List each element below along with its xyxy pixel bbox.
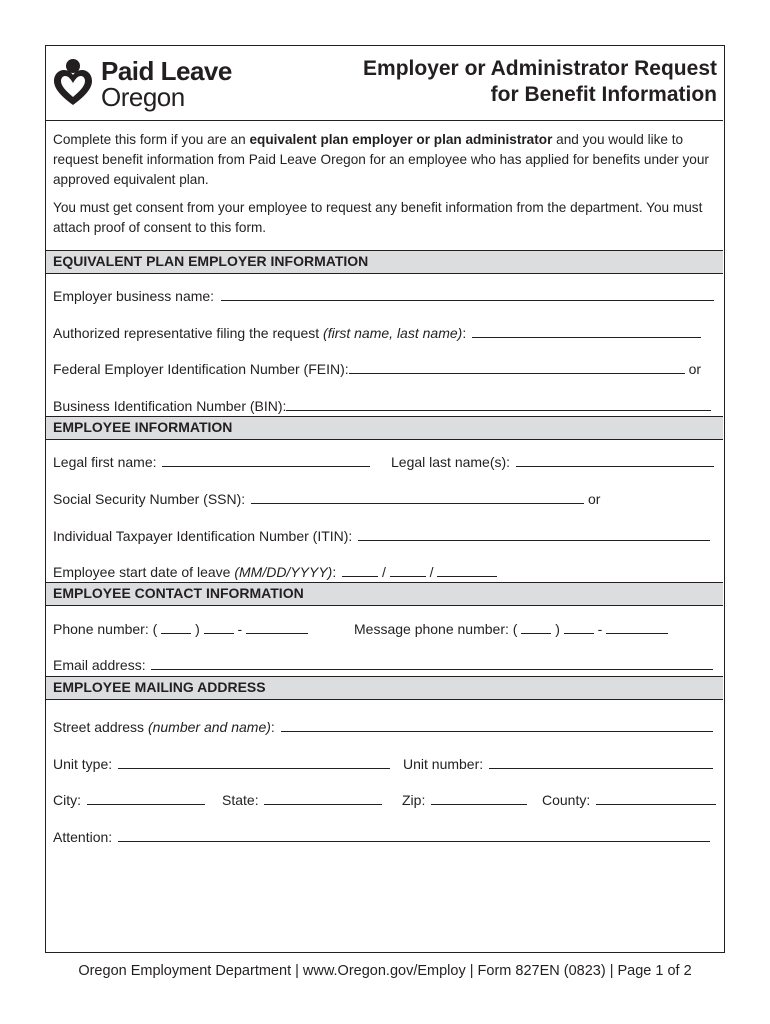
street-colon: : — [270, 719, 275, 735]
intro-p1-post: and you would like to request benefit information from Paid Leave Oregon for an employee who has applied for benefits under your approved equivalent plan. — [53, 132, 709, 187]
last-name-field[interactable] — [516, 453, 714, 467]
start-date-hint: (MM/DD/YYYY) — [234, 564, 333, 580]
last-name-row — [391, 453, 714, 471]
section-contact-header: EMPLOYEE CONTACT INFORMATION — [46, 582, 723, 606]
city-row — [53, 791, 205, 809]
start-date-row — [53, 563, 719, 581]
bin-field[interactable] — [286, 397, 711, 411]
form-header — [46, 46, 723, 121]
county-field[interactable] — [596, 791, 716, 805]
unit-type-label: Unit type: — [53, 756, 113, 772]
msg-dash: - — [597, 621, 603, 637]
date-slash-1: / — [382, 564, 386, 580]
ssn-or: or — [587, 491, 601, 507]
phone-line-field[interactable] — [246, 620, 308, 634]
first-name-row — [53, 453, 370, 471]
attention-row — [53, 828, 719, 846]
authorized-rep-row — [53, 324, 719, 342]
start-year-field[interactable] — [437, 563, 497, 577]
first-name-field[interactable] — [162, 453, 370, 467]
msg-paren-open: ( — [512, 621, 518, 637]
date-slash-2: / — [429, 564, 434, 580]
zip-label: Zip: — [402, 792, 426, 808]
zip-field[interactable] — [431, 791, 527, 805]
rep-hint: (first name, last name) — [323, 325, 463, 341]
itin-row — [53, 527, 719, 545]
county-label: County: — [542, 792, 591, 808]
start-day-field[interactable] — [390, 563, 426, 577]
intro-p1-bold: equivalent plan employer or plan administrator — [249, 132, 553, 147]
phone-label: Phone number: — [53, 621, 149, 637]
bin-label: Business Identification Number (BIN): — [53, 398, 287, 414]
section-mailing-header: EMPLOYEE MAILING ADDRESS — [46, 676, 723, 700]
page-footer: Oregon Employment Department | www.Oregon.gov/Employ | Form 827EN (0823) | Page 1 of 2 — [78, 963, 692, 979]
city-label: City: — [53, 792, 81, 808]
street-hint: (number and name) — [147, 719, 271, 735]
unit-number-label: Unit number: — [403, 756, 484, 772]
business-name-field[interactable] — [221, 287, 714, 301]
phone-paren-open: ( — [152, 621, 158, 637]
email-row — [53, 656, 719, 674]
intro-text — [53, 130, 713, 238]
itin-field[interactable] — [358, 527, 710, 541]
street-field[interactable] — [281, 718, 713, 732]
attention-label: Attention: — [53, 829, 113, 845]
section-employee-header: EMPLOYEE INFORMATION — [46, 416, 723, 440]
bin-row — [53, 397, 719, 415]
fein-label: Federal Employer Identification Number (FEIN): — [53, 361, 349, 377]
street-label: Street address — [53, 719, 148, 735]
title-line1: Employer or Administrator Request — [363, 57, 717, 80]
paid-leave-oregon-logo — [52, 54, 252, 114]
unit-type-row — [53, 755, 390, 773]
fein-field[interactable] — [349, 360, 685, 374]
rep-label: Authorized representative filing the request — [53, 325, 324, 341]
form-title — [363, 56, 717, 108]
state-field[interactable] — [264, 791, 382, 805]
email-label: Email address: — [53, 657, 146, 673]
start-date-label: Employee start date of leave — [53, 564, 235, 580]
city-field[interactable] — [87, 791, 205, 805]
attention-field[interactable] — [118, 828, 710, 842]
employer-business-name-row — [53, 287, 719, 305]
phone-dash: - — [237, 621, 243, 637]
business-name-label: Employer business name: — [53, 288, 215, 304]
authorized-rep-field[interactable] — [472, 324, 701, 338]
state-row — [222, 791, 382, 809]
ssn-field[interactable] — [251, 490, 584, 504]
county-row — [542, 791, 716, 809]
logo-text-line1: Paid Leave — [101, 56, 232, 86]
unit-number-field[interactable] — [489, 755, 713, 769]
intro-paragraph-1 — [53, 130, 713, 190]
rep-colon: : — [462, 325, 467, 341]
state-label: State: — [222, 792, 259, 808]
street-row — [53, 718, 719, 736]
start-date-colon: : — [332, 564, 337, 580]
phone-prefix-field[interactable] — [204, 620, 234, 634]
logo-text-line2: Oregon — [101, 82, 185, 112]
heart-person-icon — [52, 57, 94, 109]
start-month-field[interactable] — [342, 563, 378, 577]
fein-or: or — [688, 361, 702, 377]
last-name-label: Legal last name(s): — [391, 454, 511, 470]
phone-area-field[interactable] — [161, 620, 191, 634]
msg-line-field[interactable] — [606, 620, 668, 634]
itin-label: Individual Taxpayer Identification Number (ITIN): — [53, 528, 353, 544]
section-employer-header: EQUIVALENT PLAN EMPLOYER INFORMATION — [46, 250, 723, 274]
email-field[interactable] — [151, 656, 713, 670]
ssn-row — [53, 490, 719, 508]
message-phone-label: Message phone number: — [354, 621, 509, 637]
form-page — [45, 45, 725, 953]
phone-paren-close: ) — [195, 621, 200, 637]
msg-area-field[interactable] — [521, 620, 551, 634]
unit-number-row — [403, 755, 713, 773]
intro-paragraph-2: You must get consent from your employee to request any benefit information from the department. You must attach proof of consent to this form. — [53, 200, 703, 235]
msg-prefix-field[interactable] — [564, 620, 594, 634]
intro-p1-pre: Complete this form if you are an — [53, 132, 250, 147]
unit-type-field[interactable] — [118, 755, 390, 769]
ssn-label: Social Security Number (SSN): — [53, 491, 246, 507]
fein-row — [53, 360, 719, 378]
first-name-label: Legal first name: — [53, 454, 157, 470]
zip-row — [402, 791, 527, 809]
title-line2: for Benefit Information — [490, 83, 717, 106]
phone-row — [53, 620, 308, 638]
message-phone-row — [354, 620, 668, 638]
msg-paren-close: ) — [555, 621, 560, 637]
